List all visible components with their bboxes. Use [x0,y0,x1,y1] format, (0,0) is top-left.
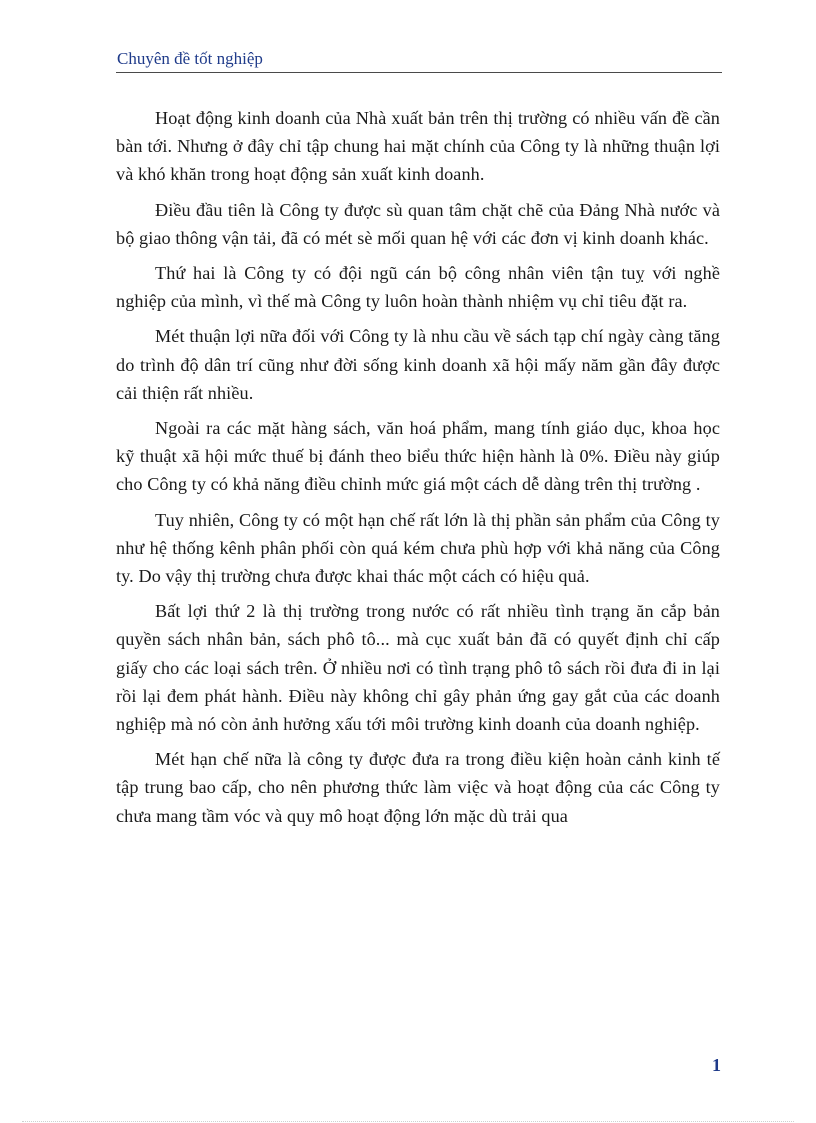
page-number: 1 [712,1055,721,1075]
running-header [116,48,722,73]
paragraph-subsidy-legacy: Mét hạn chế nữa là công ty được đưa ra trong điều kiện hoàn cảnh kinh tế tập trung bao cấp, cho nên phương thức làm việc và hoạt động của các Công ty chưa mang tầm vóc và quy mô hoạt động lớn mặc dù trải qua [116,749,720,826]
paragraph-growing-demand: Mét thuận lợi nữa đối với Công ty là nhu cầu về sách tạp chí ngày càng tăng do trình độ dân trí cũng như đời sống kinh doanh xã hội mấy năm gần đây được cải thiện rất nhiều. [116,326,720,403]
header-title: Chuyên đề tốt nghiệp [117,49,263,68]
paragraph-tax-rate: Ngoài ra các mặt hàng sách, văn hoá phẩm, mang tính giáo dục, khoa học kỹ thuật xã hội mức thuế bị đánh theo biểu thức hiện hành là 0%. Điều này giúp cho Công ty có khả năng điều chỉnh mức giá một cách dễ dàng trên thị trường . [116,418,720,495]
page-edge-divider [22,1121,794,1122]
paragraph-state-attention: Điều đầu tiên là Công ty được sù quan tâm chặt chẽ của Đảng Nhà nước và bộ giao thông vận tải, đã có mét sè mối quan hệ với các đơn vị kinh doanh khác. [116,199,720,248]
paragraph-copyright-piracy: Bất lợi thứ 2 là thị trường trong nước có rất nhiều tình trạng ăn cắp bản quyền sách nhân bản, sách phô tô... mà cục xuất bản đã có quyết định chỉ cấp giấy cho các loại sách trên. Ở nhiều nơi có tình trạng phô tô sách rồi đưa đi in lại rồi lại đem phát hành. Điều này không chỉ gây phản ứng gay gắt của các doanh nghiệp mà nó còn ảnh hưởng xấu tới môi trường kinh doanh của doanh nghiệp. [116,601,720,735]
paragraph-business-overview: Hoạt động kinh doanh của Nhà xuất bản trên thị trường có nhiều vấn đề cần bàn tới. Nhưng ở đây chỉ tập chung hai mặt chính của Công ty là những thuận lợi và khó khăn trong hoạt động sản xuất kinh doanh. [116,108,720,185]
body-text [116,104,720,837]
paragraph-dedicated-staff: Thứ hai là Công ty có đội ngũ cán bộ công nhân viên tận tuỵ với nghề nghiệp của mình, vì thế mà Công ty luôn hoàn thành nhiệm vụ chỉ tiêu đặt ra. [116,263,720,312]
paragraph-distribution-limit: Tuy nhiên, Công ty có một hạn chế rất lớn là thị phần sản phẩm của Công ty như hệ thống kênh phân phối còn quá kém chưa phù hợp với khả năng của Công ty. Do vậy thị trường chưa được khai thác một cách có hiệu quả. [116,509,720,587]
